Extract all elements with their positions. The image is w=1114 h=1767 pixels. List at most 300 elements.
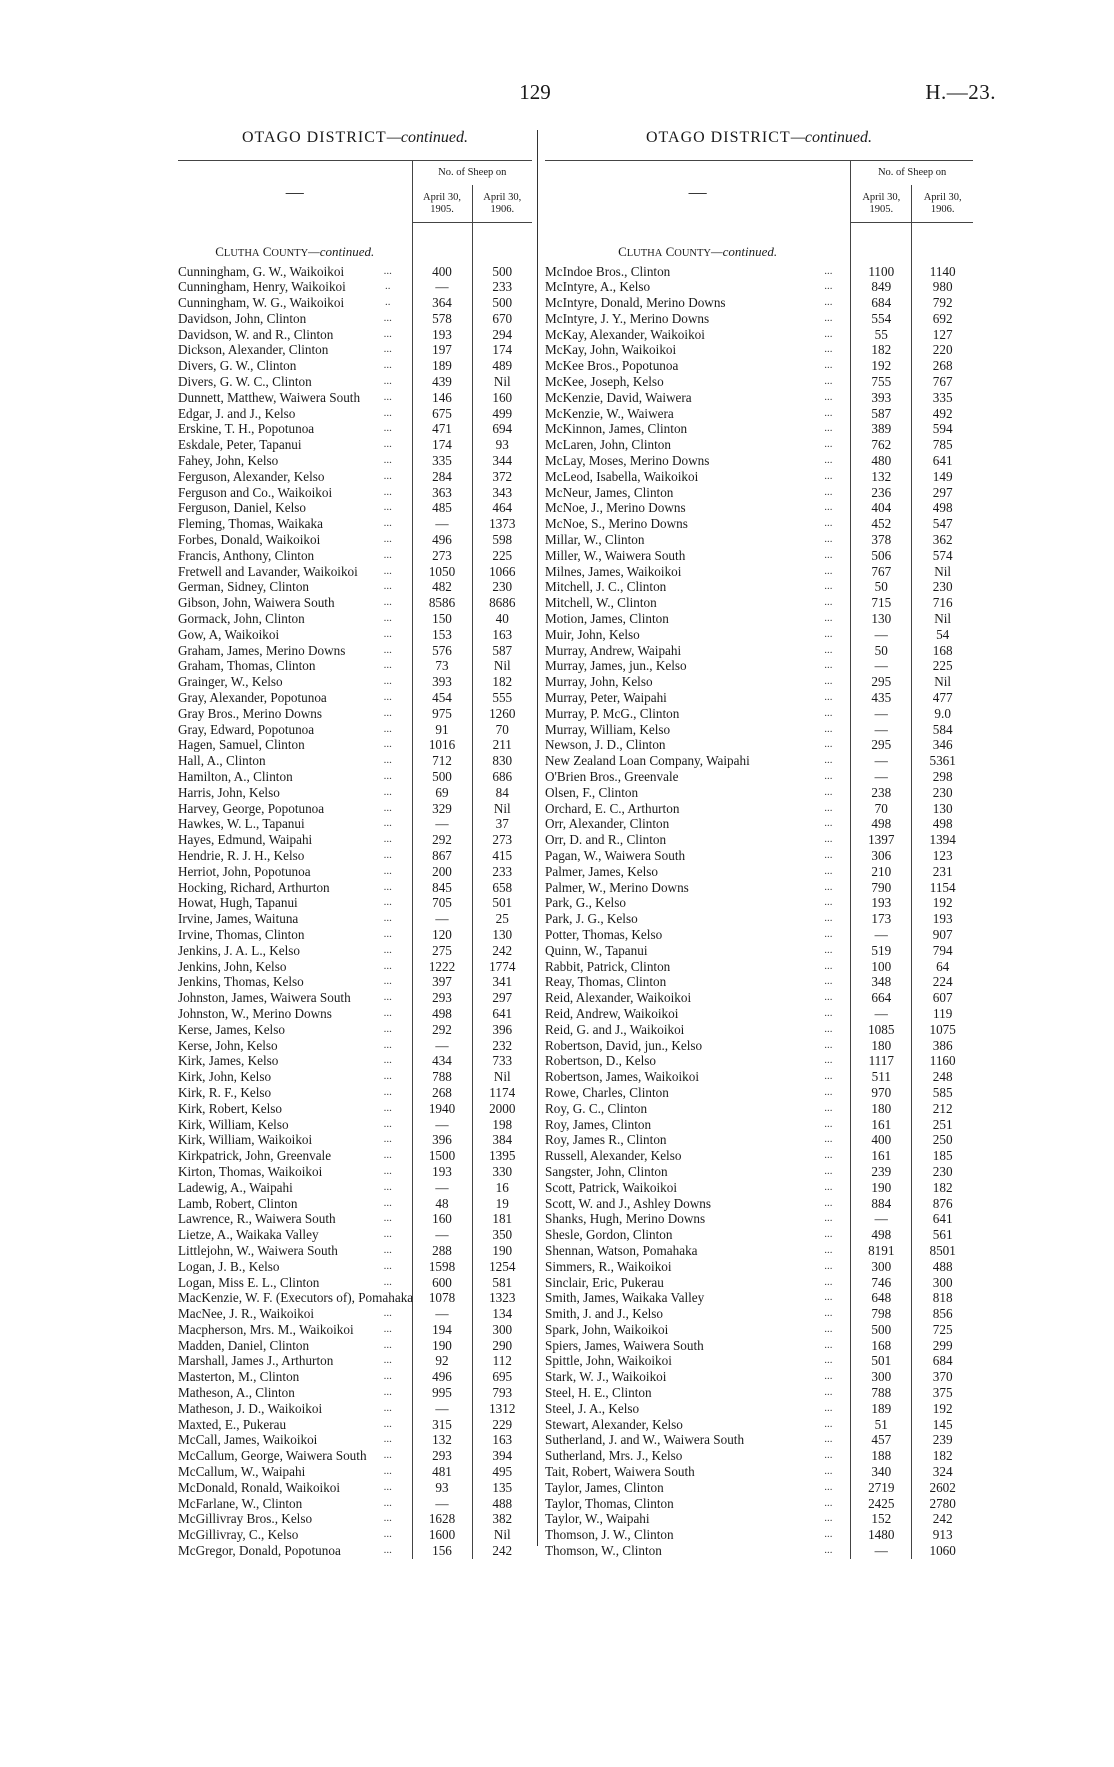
sheep-1905: 1222 — [412, 959, 472, 975]
sheep-1905: 480 — [851, 453, 912, 469]
table-row — [545, 1259, 973, 1275]
owner-name: Muir, John, Kelso — [545, 626, 640, 642]
sheep-1906: 492 — [912, 406, 973, 422]
leader-dots: ... — [383, 864, 392, 877]
sheep-1906: 232 — [472, 1038, 532, 1054]
owner-name: Erskine, T. H., Popotunoa — [178, 421, 315, 437]
table-row — [545, 1338, 973, 1354]
sheep-1905: 73 — [412, 658, 472, 674]
table-row — [545, 327, 973, 343]
sheep-1906: 1075 — [912, 1022, 973, 1038]
table-row — [545, 816, 973, 832]
table-row — [545, 279, 973, 295]
owner-name: Ladewig, A., Waipahi — [178, 1179, 293, 1195]
sheep-1906: 268 — [912, 358, 973, 374]
table-row — [545, 927, 973, 943]
sheep-1906: 174 — [472, 342, 532, 358]
sheep-1905: 712 — [412, 753, 472, 769]
owner-name: McDonald, Ronald, Waikoikoi — [178, 1479, 341, 1495]
table-row — [178, 880, 532, 896]
table-row — [178, 737, 532, 753]
sheep-1906: 913 — [912, 1527, 973, 1543]
leader-dots: ... — [824, 754, 833, 767]
sheep-1905: 51 — [851, 1417, 912, 1433]
sheep-1905: 1480 — [851, 1527, 912, 1543]
sheep-1905: 1016 — [412, 737, 472, 753]
leader-dots: ... — [383, 438, 392, 451]
table-row — [178, 722, 532, 738]
leader-dots: ... — [824, 485, 833, 498]
sheep-1906: 298 — [912, 769, 973, 785]
table-row — [178, 564, 532, 580]
owner-name: Cunningham, W. G., Waikoikoi — [178, 295, 345, 311]
sheep-1905: 340 — [851, 1464, 912, 1480]
table-row — [178, 1496, 532, 1512]
table-row — [178, 1006, 532, 1022]
sheep-1905: 150 — [412, 611, 472, 627]
sheep-1906: 396 — [472, 1022, 532, 1038]
sheep-1906: 684 — [912, 1353, 973, 1369]
owner-name: Matheson, A., Clinton — [178, 1385, 295, 1401]
owner-name: Gray, Alexander, Popotunoa — [178, 690, 327, 706]
table-row — [545, 1164, 973, 1180]
sheep-1906: 242 — [472, 943, 532, 959]
owner-name: Ferguson, Alexander, Kelso — [178, 468, 325, 484]
table-row — [545, 421, 973, 437]
sheep-1906: 19 — [472, 1196, 532, 1212]
leader-dots: ... — [383, 770, 392, 782]
sheep-1905: 295 — [851, 737, 912, 753]
sheep-1906: 350 — [472, 1227, 532, 1243]
sheep-1905: 1600 — [412, 1527, 472, 1543]
owner-name: Lawrence, R., Waiwera South — [178, 1211, 336, 1227]
leader-dots: ... — [383, 785, 392, 798]
sheep-1906: 225 — [472, 548, 532, 564]
sheep-count-header: No. of Sheep on — [851, 161, 973, 186]
leader-dots: ... — [824, 406, 833, 419]
leader-dots: ... — [383, 1228, 392, 1241]
county-heading-left: CLUTHA COUNTY—continued. — [178, 223, 532, 264]
table-row — [545, 1369, 973, 1385]
table-row — [178, 1085, 532, 1101]
owner-name: McGregor, Donald, Popotunoa — [178, 1543, 341, 1559]
table-row — [178, 1132, 532, 1148]
leader-dots: ... — [824, 1038, 833, 1051]
leader-dots: ... — [383, 1338, 392, 1351]
owner-name: Marshall, James J., Arthurton — [178, 1353, 334, 1369]
sheep-1906: 1254 — [472, 1259, 532, 1275]
leader-dots: ... — [824, 564, 833, 577]
table-row — [178, 485, 532, 501]
table-row — [178, 1180, 532, 1196]
sheep-1906: 607 — [912, 990, 973, 1006]
owner-name: Roy, James R., Clinton — [545, 1132, 667, 1148]
sheep-1906: 230 — [912, 579, 973, 595]
table-row — [545, 722, 973, 738]
sheep-1906: 2780 — [912, 1496, 973, 1512]
leader-dots: ... — [383, 659, 392, 672]
sheep-1905: 1598 — [412, 1259, 472, 1275]
sheep-1905: 1078 — [412, 1290, 472, 1306]
sheep-1905: — — [851, 1006, 912, 1022]
owner-name: Sangster, John, Clinton — [545, 1163, 668, 1179]
leader-dots: ... — [824, 1496, 833, 1509]
table-row — [545, 737, 973, 753]
owner-name: Reid, Andrew, Waikoikoi — [545, 1005, 679, 1021]
table-row — [178, 927, 532, 943]
table-row — [178, 753, 532, 769]
owner-name: Sutherland, J. and W., Waiwera South — [545, 1432, 745, 1448]
sheep-1905: 194 — [412, 1322, 472, 1338]
sheep-1906: 641 — [912, 453, 973, 469]
leader-dots: ... — [824, 311, 833, 324]
sheep-1905: 8191 — [851, 1243, 912, 1259]
leader-dots: .. — [385, 296, 391, 309]
sheep-1906: 300 — [472, 1322, 532, 1338]
leader-dots: ... — [383, 390, 392, 403]
owner-name: Stark, W. J., Waikoikoi — [545, 1369, 667, 1385]
table-row — [178, 1196, 532, 1212]
sheep-1905: 884 — [851, 1196, 912, 1212]
sheep-1905: 315 — [412, 1417, 472, 1433]
sheep-1905: 1397 — [851, 832, 912, 848]
owner-name: Miller, W., Waiwera South — [545, 547, 686, 563]
owner-name: Jenkins, J. A. L., Kelso — [178, 942, 300, 958]
district-heading-right: OTAGO DISTRICT—continued. — [645, 129, 873, 146]
table-row — [178, 421, 532, 437]
leader-dots: ... — [383, 1212, 392, 1225]
table-row — [178, 579, 532, 595]
table-row — [545, 548, 973, 564]
sheep-1905: 91 — [412, 722, 472, 738]
sheep-1905: 498 — [851, 816, 912, 832]
leader-dots: ... — [383, 1417, 392, 1430]
sheep-1906: 225 — [912, 658, 973, 674]
sheep-1906: 16 — [472, 1180, 532, 1196]
sheep-1906: 477 — [912, 690, 973, 706]
owner-name: Steel, H. E., Clinton — [545, 1385, 652, 1401]
leader-dots: ... — [824, 422, 833, 435]
sheep-1905: 288 — [412, 1243, 472, 1259]
table-row — [545, 1464, 973, 1480]
owner-name: Divers, G. W. C., Clinton — [178, 374, 312, 390]
april-1905-header: April 30, 1905. — [412, 185, 472, 223]
sheep-1906: 830 — [472, 753, 532, 769]
owner-name: Irvine, James, Waituna — [178, 911, 299, 927]
owner-name: Park, J. G., Kelso — [545, 911, 638, 927]
table-row — [178, 643, 532, 659]
leader-dots: ... — [824, 1433, 833, 1446]
leader-dots: ... — [824, 264, 833, 277]
owner-name: Spiers, James, Waiwera South — [545, 1337, 704, 1353]
owner-name: McIntyre, A., Kelso — [545, 279, 651, 295]
owner-name: Thomson, J. W., Clinton — [545, 1527, 674, 1543]
sheep-1906: 251 — [912, 1117, 973, 1133]
leader-dots: ... — [824, 706, 833, 719]
owner-name: McGillivray, C., Kelso — [178, 1527, 299, 1543]
owner-name: McLay, Moses, Merino Downs — [545, 453, 710, 469]
leader-dots: ... — [824, 1275, 833, 1288]
owner-name: Orr, Alexander, Clinton — [545, 816, 670, 832]
sheep-1906: 84 — [472, 785, 532, 801]
table-row — [178, 1069, 532, 1085]
table-row — [178, 311, 532, 327]
sheep-1906: 1395 — [472, 1148, 532, 1164]
sheep-1905: 180 — [851, 1101, 912, 1117]
table-row — [545, 895, 973, 911]
sheep-1905: 1500 — [412, 1148, 472, 1164]
sheep-1906: 182 — [912, 1448, 973, 1464]
sheep-1906: 297 — [912, 485, 973, 501]
leader-dots: ... — [383, 817, 392, 830]
owner-name: Mitchell, W., Clinton — [545, 595, 657, 611]
sheep-1906: 500 — [472, 295, 532, 311]
table-row — [545, 500, 973, 516]
owner-name: Kirk, Robert, Kelso — [178, 1100, 283, 1116]
owner-name: Shennan, Watson, Pomahaka — [545, 1242, 698, 1258]
table-row — [545, 848, 973, 864]
owner-name: McKinnon, James, Clinton — [545, 421, 688, 437]
table-row — [545, 990, 973, 1006]
leader-dots: ... — [824, 912, 833, 925]
leader-dots: ... — [824, 880, 833, 893]
leader-dots: ... — [824, 643, 833, 656]
owner-name: Milnes, James, Waikoikoi — [545, 563, 682, 579]
owner-name: Kirk, R. F., Kelso — [178, 1084, 272, 1100]
sheep-1906: 561 — [912, 1227, 973, 1243]
sheep-1906: 242 — [472, 1543, 532, 1559]
sheep-table-left — [178, 160, 532, 1559]
sheep-1905: 1628 — [412, 1511, 472, 1527]
table-row — [178, 1101, 532, 1117]
april-1906-header: April 30, 1906. — [472, 185, 532, 223]
sheep-1906: 224 — [912, 974, 973, 990]
sheep-1905: — — [412, 911, 472, 927]
sheep-1905: 190 — [412, 1338, 472, 1354]
sheep-1905: 192 — [851, 358, 912, 374]
sheep-1906: 163 — [472, 1432, 532, 1448]
table-row — [545, 437, 973, 453]
table-row — [545, 1290, 973, 1306]
sheep-1905: 348 — [851, 974, 912, 990]
sheep-1906: 160 — [472, 390, 532, 406]
sheep-1906: 574 — [912, 548, 973, 564]
sheep-1906: 2602 — [912, 1480, 973, 1496]
leader-dots: ... — [824, 659, 833, 672]
leader-dots: ... — [824, 1243, 833, 1256]
leader-dots: ... — [383, 643, 392, 656]
leader-dots: ... — [824, 596, 833, 609]
table-row — [545, 1306, 973, 1322]
sheep-1906: 415 — [472, 848, 532, 864]
leader-dots: ... — [383, 485, 392, 498]
leader-dots: ... — [824, 1022, 833, 1035]
table-row — [545, 374, 973, 390]
owner-name: Macpherson, Mrs. M., Waikoikoi — [178, 1321, 354, 1337]
owner-name: Gow, A, Waikoikoi — [178, 626, 280, 642]
sheep-1905: 275 — [412, 943, 472, 959]
table-row — [545, 579, 973, 595]
owner-name: Kirk, James, Kelso — [178, 1053, 279, 1069]
sheep-1906: 1140 — [912, 264, 973, 280]
table-row — [545, 358, 973, 374]
sheep-1905: 1117 — [851, 1053, 912, 1069]
owner-name: Kirton, Thomas, Waikoikoi — [178, 1163, 323, 1179]
sheep-1905: 471 — [412, 421, 472, 437]
sheep-1906: 793 — [472, 1385, 532, 1401]
table-row — [545, 406, 973, 422]
table-row — [545, 611, 973, 627]
leader-dots: ... — [824, 1322, 833, 1335]
table-row — [545, 769, 973, 785]
leader-dots: ... — [383, 1465, 392, 1478]
sheep-1905: 292 — [412, 1022, 472, 1038]
table-row — [545, 1132, 973, 1148]
sheep-1906: 8501 — [912, 1243, 973, 1259]
sheep-1905: 400 — [412, 264, 472, 280]
sheep-1905: 452 — [851, 516, 912, 532]
table-row — [545, 674, 973, 690]
sheep-1905: 160 — [412, 1211, 472, 1227]
table-row — [178, 611, 532, 627]
owner-name: Robertson, D., Kelso — [545, 1053, 656, 1069]
sheep-1906: 5361 — [912, 753, 973, 769]
table-row — [545, 1385, 973, 1401]
owner-name: McNoe, J., Merino Downs — [545, 500, 686, 516]
leader-dots: ... — [383, 912, 392, 925]
sheep-1905: — — [412, 1227, 472, 1243]
table-row — [178, 532, 532, 548]
owner-name: German, Sidney, Clinton — [178, 579, 310, 595]
leader-dots: ... — [824, 848, 833, 861]
sheep-1905: 273 — [412, 548, 472, 564]
sheep-1906: 694 — [472, 421, 532, 437]
sheep-1905: 439 — [412, 374, 472, 390]
leader-dots: ... — [824, 1354, 833, 1367]
sheep-1906: Nil — [472, 1069, 532, 1085]
leader-dots: ... — [824, 501, 833, 514]
owner-name: McCallum, George, Waiwera South — [178, 1448, 367, 1464]
owner-name: Fretwell and Lavander, Waikoikoi — [178, 563, 358, 579]
leader-dots: ... — [383, 1054, 392, 1067]
sheep-1905: 485 — [412, 500, 472, 516]
sheep-1905: 188 — [851, 1448, 912, 1464]
document-reference: H.—23. — [925, 80, 996, 104]
owner-name: Taylor, James, Clinton — [545, 1479, 664, 1495]
sheep-1905: 578 — [412, 311, 472, 327]
leader-dots: ... — [824, 1180, 833, 1193]
table-row — [178, 895, 532, 911]
table-row — [545, 1227, 973, 1243]
owner-name: Cunningham, G. W., Waikoikoi — [178, 263, 345, 279]
sheep-1905: 664 — [851, 990, 912, 1006]
sheep-1906: 163 — [472, 627, 532, 643]
sheep-1905: 93 — [412, 1480, 472, 1496]
sheep-1905: — — [412, 816, 472, 832]
owner-name: Sutherland, Mrs. J., Kelso — [545, 1448, 683, 1464]
owner-name: Robertson, James, Waikoikoi — [545, 1069, 699, 1085]
sheep-1906: Nil — [912, 611, 973, 627]
sheep-1905: 161 — [851, 1148, 912, 1164]
sheep-1905: — — [851, 769, 912, 785]
owner-name: Graham, Thomas, Clinton — [178, 658, 316, 674]
sheep-1905: 501 — [851, 1353, 912, 1369]
owner-name: MacNee, J. R., Waikoikoi — [178, 1306, 315, 1322]
table-row — [178, 1275, 532, 1291]
leader-dots: ... — [824, 943, 833, 956]
sheep-1905: 120 — [412, 927, 472, 943]
table-row — [545, 959, 973, 975]
sheep-1905: — — [412, 1401, 472, 1417]
sheep-1906: 488 — [472, 1496, 532, 1512]
table-row — [178, 595, 532, 611]
sheep-1905: 975 — [412, 706, 472, 722]
sheep-1905: 193 — [412, 327, 472, 343]
sheep-1905: 457 — [851, 1432, 912, 1448]
leader-dots: ... — [383, 548, 392, 561]
sheep-1906: 341 — [472, 974, 532, 990]
owner-name: Orr, D. and R., Clinton — [545, 832, 667, 848]
leader-dots: ... — [824, 548, 833, 561]
table-row — [545, 801, 973, 817]
table-row — [545, 864, 973, 880]
owner-name: McIntyre, Donald, Merino Downs — [545, 295, 726, 311]
sheep-1905: 600 — [412, 1275, 472, 1291]
leader-dots: ... — [383, 1070, 392, 1083]
owner-name: Thomson, W., Clinton — [545, 1543, 662, 1559]
leader-dots: ... — [824, 1085, 833, 1098]
sheep-1905: 173 — [851, 911, 912, 927]
table-row — [178, 1353, 532, 1369]
sheep-1906: 725 — [912, 1322, 973, 1338]
owner-name: Cunningham, Henry, Waikoikoi — [178, 279, 346, 295]
sheep-1905: 519 — [851, 943, 912, 959]
sheep-1905: 132 — [412, 1432, 472, 1448]
sheep-1905: 482 — [412, 579, 472, 595]
owner-name: Orchard, E. C., Arthurton — [545, 800, 680, 816]
sheep-1906: 1260 — [472, 706, 532, 722]
sheep-1905: 364 — [412, 295, 472, 311]
leader-dots: ... — [383, 1544, 392, 1557]
sheep-1905: 210 — [851, 864, 912, 880]
sheep-1906: 9.0 — [912, 706, 973, 722]
sheep-1905: 511 — [851, 1069, 912, 1085]
owner-name: Stewart, Alexander, Kelso — [545, 1416, 683, 1432]
sheep-1906: 585 — [912, 1085, 973, 1101]
leader-dots: ... — [824, 580, 833, 593]
leader-dots: ... — [383, 359, 392, 372]
owner-name: Shanks, Hugh, Merino Downs — [545, 1211, 706, 1227]
owner-name: Ferguson and Co., Waikoikoi — [178, 484, 333, 500]
leader-dots: ... — [824, 1070, 833, 1083]
sheep-1906: 733 — [472, 1053, 532, 1069]
owner-name: Harris, John, Kelso — [178, 784, 280, 800]
sheep-1905: 500 — [851, 1322, 912, 1338]
sheep-1906: 1394 — [912, 832, 973, 848]
table-row — [178, 1227, 532, 1243]
owner-name: Murray, Andrew, Waipahi — [545, 642, 682, 658]
leader-dots: ... — [824, 343, 833, 356]
table-row — [545, 1417, 973, 1433]
sheep-1905: 100 — [851, 959, 912, 975]
sheep-1905: — — [412, 279, 472, 295]
table-row — [545, 469, 973, 485]
leader-dots: ... — [383, 422, 392, 435]
sheep-1905: 329 — [412, 801, 472, 817]
sheep-1906: 123 — [912, 848, 973, 864]
leader-dots: ... — [824, 1528, 833, 1541]
sheep-1905: 393 — [851, 390, 912, 406]
